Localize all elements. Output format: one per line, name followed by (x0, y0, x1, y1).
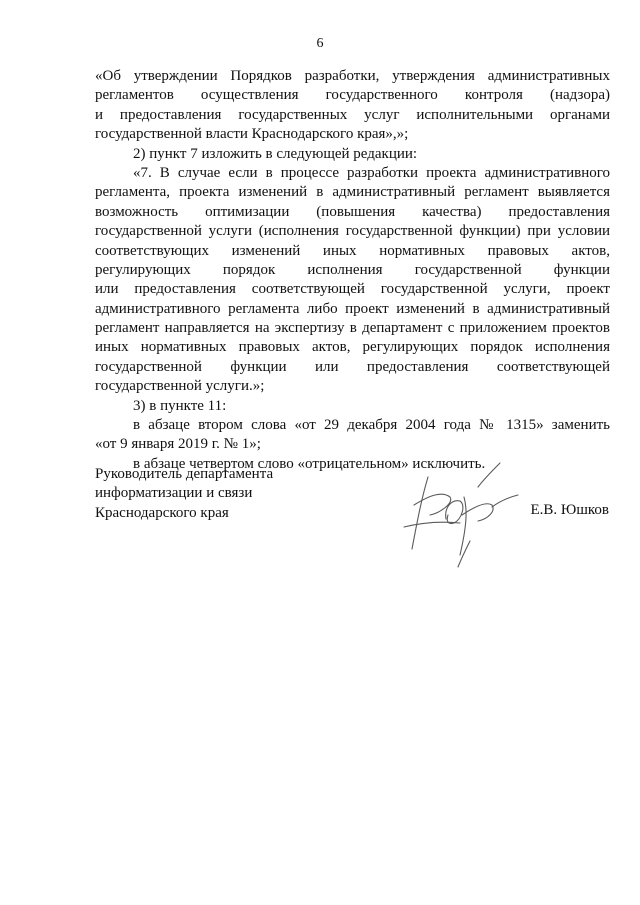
signatory-title-line: Краснодарского края (95, 504, 229, 521)
text-line: «Об утверждении Порядков разработки, утверждения административных (95, 68, 610, 84)
text-line: государственной власти Краснодарского края»,»; (95, 126, 409, 143)
text-line: и предоставления государственных услуг исполнительными органами (95, 106, 610, 123)
signatory-title (95, 465, 355, 523)
text-line: «от 9 января 2019 г. № 1»; (95, 436, 261, 453)
signatory-name: Е.В. Юшков (530, 502, 609, 518)
signatory-title-line: информатизации и связи (95, 485, 253, 502)
text-line: в абзаце втором слова «от 29 декабря 2004 года № 1315» заменить (133, 417, 610, 434)
document-body (95, 67, 610, 474)
page-number: 6 (316, 36, 324, 51)
text-line: государственной услуги.»; (95, 378, 265, 395)
text-line: или предоставления соответствующей государственной услуги, проект (95, 281, 610, 298)
text-line: в абзаце четвертом слово «отрицательном» исключить. (133, 455, 486, 472)
text-line: регламентов осуществления государственного контроля (надзора) (95, 87, 610, 104)
signatory-title-line: Руководитель департамента (95, 466, 274, 482)
text-line: 2) пункт 7 изложить в следующей редакции: (133, 145, 418, 162)
text-line: государственной услуги (исполнения государственной функции) при условии (95, 223, 610, 240)
text-line: регулирующих порядок исполнения государственной функции (95, 261, 610, 278)
text-line: «7. В случае если в процессе разработки проекта административного (133, 164, 610, 181)
signature-block (95, 465, 615, 575)
text-line: возможность оптимизации (повышения качества) предоставления (95, 203, 610, 220)
text-line: государственной функции или предоставления соответствующей (95, 358, 610, 375)
text-line: регламент направляется на экспертизу в департамент с приложением проектов (95, 320, 610, 337)
text-line: регламента, проекта изменений в административный регламент выявляется (95, 184, 610, 201)
text-line: иных нормативных правовых актов, регулирующих порядок исполнения (95, 339, 610, 356)
handwritten-signature (400, 457, 530, 572)
text-line: административного регламента либо проект изменений в административный (95, 300, 610, 317)
text-line: соответствующих изменений иных нормативных правовых актов, (95, 242, 610, 259)
text-line: 3) в пункте 11: (133, 397, 227, 414)
